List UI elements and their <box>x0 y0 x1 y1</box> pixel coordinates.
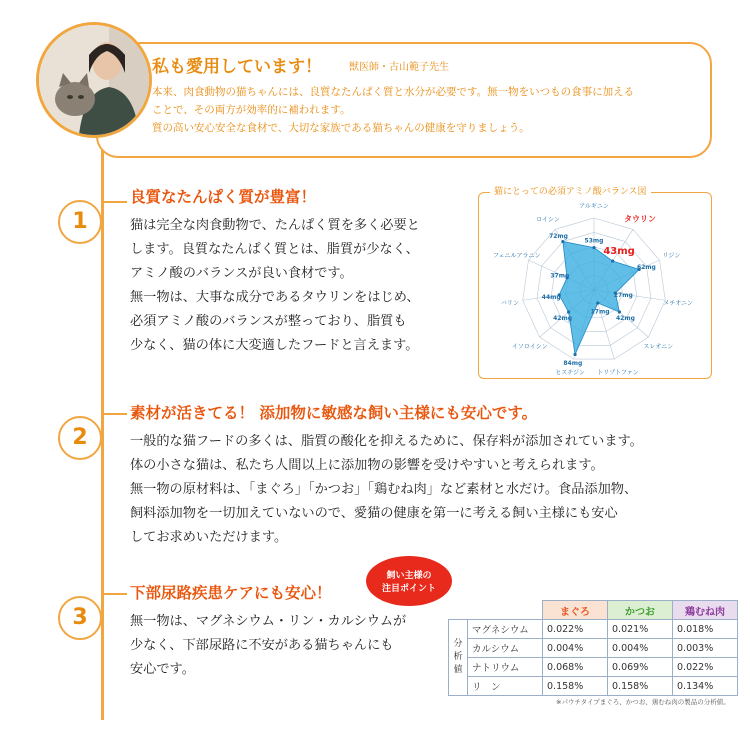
section-2-line: してお求めいただけます。 <box>130 530 288 545</box>
radar-data-point <box>561 240 564 243</box>
radar-data-point <box>567 310 570 313</box>
table-row-name: リ ン <box>468 677 543 696</box>
section-2-line: 一般的な猫フードの多くは、脂質の酸化を抑えるために、保存料が添加されています。 <box>130 434 643 449</box>
radar-value-label: 42mg <box>553 315 573 323</box>
section-title-2: 素材が活きてる！ 添加物に敏感な飼い主様にも安心です。 <box>130 404 538 422</box>
table-cell: 0.021% <box>608 620 673 639</box>
section-3-line: 安心です。 <box>130 662 195 677</box>
radar-axis-label: メチオニン <box>663 300 693 308</box>
section-number-3: 3 <box>58 596 102 640</box>
table-side-label: 分析値 <box>449 620 468 696</box>
radar-data-point <box>611 259 614 262</box>
intro-title: 私も愛用しています！ <box>152 57 322 77</box>
table-cell: 0.018% <box>673 620 738 639</box>
radar-axis-label: バリン <box>500 300 519 308</box>
table-header: 鶏むね肉 <box>673 601 738 620</box>
avatar <box>36 22 152 138</box>
radar-axis-label: イソロイシン <box>511 343 548 351</box>
table-cell: 0.003% <box>673 639 738 658</box>
table-cell: 0.004% <box>543 639 608 658</box>
section-2-line: 体の小さな猫は、私たち人間以上に添加物の影響を受けやすいと考えられます。 <box>130 458 604 473</box>
table-row-name: ナトリウム <box>468 658 543 677</box>
radar-axis-label: アルギニン <box>579 203 609 210</box>
section-1-line: 無一物は、大事な成分であるタウリンをはじめ、 <box>130 290 420 305</box>
section-tick <box>103 413 127 415</box>
section-1-line: 必須アミノ酸のバランスが整っており、脂質も <box>130 314 407 329</box>
section-number-2: 2 <box>58 416 102 460</box>
radar-value-label: 27mg <box>613 292 633 300</box>
table-header: まぐろ <box>543 601 608 620</box>
table-row-name: マグネシウム <box>468 620 543 639</box>
radar-value-label: 84mg <box>563 360 583 368</box>
radar-axis-label: スレオニン <box>643 343 674 351</box>
section-title-3: 下部尿路疾患ケアにも安心！ <box>130 584 332 602</box>
table-footnote: ※パウチタイプまぐろ、かつお、鶏むね肉の製品の分析値。 <box>556 698 730 706</box>
badge-line: 飼い主様の <box>386 571 432 581</box>
section-3-line: 無一物は、マグネシウム・リン・カルシウムが <box>130 614 407 629</box>
table-cell: 0.004% <box>608 639 673 658</box>
radar-value-label: 42mg <box>615 315 635 323</box>
table-cell: 0.022% <box>543 620 608 639</box>
table-row <box>449 639 738 658</box>
table-header: かつお <box>608 601 673 620</box>
radar-axis-label: リジン <box>662 252 681 260</box>
radar-value-label: 43mg <box>603 245 635 257</box>
radar-data-point <box>618 310 621 313</box>
intro-author: 獣医師・古山範子先生 <box>349 62 449 73</box>
radar-axis-label: タウリン <box>623 214 656 224</box>
chart-title: 猫にとっての必須アミノ酸バランス図 <box>490 184 651 197</box>
section-1-line: 猫は完全な肉食動物で、たんぱく質を多く必要と <box>130 218 420 233</box>
section-1-line: アミノ酸のバランスが良い食材です。 <box>130 266 353 281</box>
radar-chart <box>478 192 710 377</box>
attention-point-badge <box>366 556 452 606</box>
intro-line: 本来、肉食動物の猫ちゃんには、良質なたんぱく質と水分が必要です。無一物をいつもの食事に加える <box>152 86 635 98</box>
radar-axis-label: フェニルアラニン <box>492 252 541 260</box>
table-cell: 0.069% <box>608 658 673 677</box>
section-tick <box>103 593 127 595</box>
radar-value-label: 62mg <box>636 264 656 272</box>
table-corner <box>449 601 543 620</box>
intro-line: 質の高い安心安全な食材で、大切な家族である猫ちゃんの健康を守りましょう。 <box>152 122 530 134</box>
table-cell: 0.022% <box>673 658 738 677</box>
table-row <box>449 620 738 639</box>
radar-value-label: 72mg <box>549 232 568 240</box>
radar-value-label: 17mg <box>590 308 610 316</box>
section-1-line: します。良質なたんぱく質とは、脂質が少なく、 <box>130 242 419 257</box>
table-row <box>449 658 738 677</box>
section-tick <box>103 201 127 203</box>
table-row-name: カルシウム <box>468 639 543 658</box>
badge-line: 注目ポイント <box>381 584 436 594</box>
section-1-line: 少なく、猫の体に大変適したフードと言えます。 <box>130 338 419 353</box>
intro-line: ことで、その両方が効率的に補われます。 <box>152 104 351 116</box>
table-cell: 0.068% <box>543 658 608 677</box>
radar-value-label: 37mg <box>550 272 570 280</box>
radar-value-label: 44mg <box>541 294 561 302</box>
table-cell: 0.134% <box>673 677 738 696</box>
nutrition-table <box>448 600 738 696</box>
radar-data-point <box>592 246 595 249</box>
table-cell: 0.158% <box>543 677 608 696</box>
section-3-line: 少なく、下部尿路に不安がある猫ちゃんにも <box>130 638 394 653</box>
section-2-line: 飼料添加物を一切加えていないので、愛猫の健康を第一に考える飼い主様にも安心 <box>130 506 618 521</box>
table-cell: 0.158% <box>608 677 673 696</box>
section-number-1: 1 <box>58 200 102 244</box>
section-title-1: 良質なたんぱく質が豊富！ <box>130 188 317 206</box>
radar-axis-label: ヒスチジン <box>555 369 585 377</box>
radar-data-point <box>573 353 576 356</box>
avatar-photo <box>39 25 149 135</box>
table-row <box>449 677 738 696</box>
table-header-row <box>449 601 738 620</box>
radar-axis-label: トリプトファン <box>597 369 639 377</box>
section-2-line: 無一物の原材料は、「まぐろ」「かつお」「鶏むね肉」など素材と水だけ。食品添加物、 <box>130 482 638 497</box>
radar-data-point <box>596 301 599 304</box>
radar-axis-label: ロイシン <box>536 216 560 224</box>
radar-value-label: 53mg <box>584 237 604 245</box>
